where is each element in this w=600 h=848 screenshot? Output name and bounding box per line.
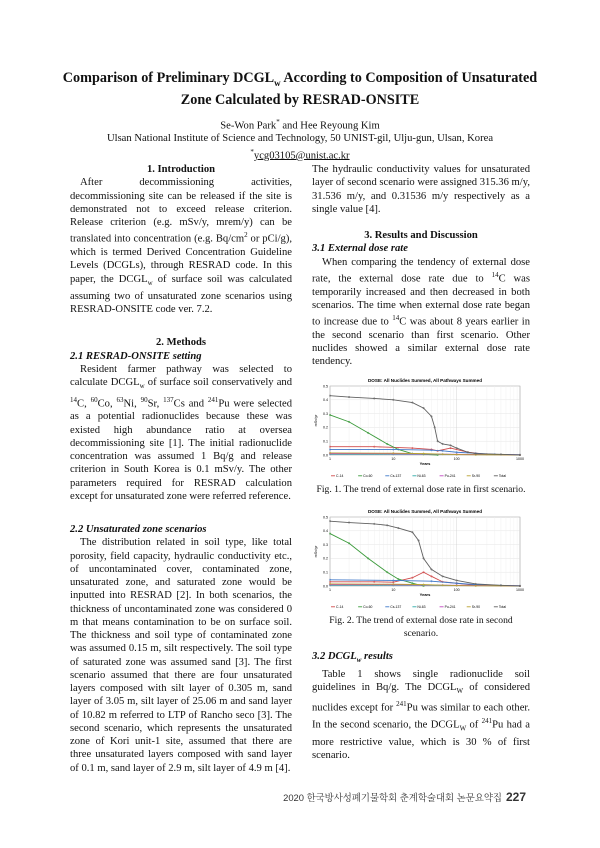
resrad-setting-paragraph: Resident farmer pathway was selected to calculate $DCGL_w$ of surface soil conservatively and $^{14}$C, $^{60}$Co, $^{63}$Ni, $^{90}$Sr, $^{137}$Cs and $^{241}$Pu were selected as a potential radionuclides because these was existed high abundance ratio at oversea decommissioning site [1]. The initial radionuclide concentration was assumed 1 Bq/g and release criterion in South Korea is 0.1 mSv/y. The other parameters required for RESRAD calculation except for unsaturated zone were referred reference.	[70, 363, 293, 502]
intro-paragraph: After decommissioning activities, decommissioning site can be released if the site is demonstrated not to exceed release criterion. Release criterion (e.g. mSv/y, mrem/y) can be translated into concentration (e.g. $Bq/cm^2$ or pCi/g), which is termed Derived Concentration Guideline Levels (DCGLs), through RESRAD code. In this paper, the $DCGL_w$ of surface soil was calculated assuming two of unsaturated zone scenarios using RESRAD-ONSITE code ver. 7.2.	[70, 177, 292, 316]
x-tick-label: 10	[391, 456, 396, 461]
legend-label: Total	[498, 604, 507, 609]
subsection-heading-external-dose: 3.1 External dose rate	[312, 243, 408, 255]
y-tick-label: 0.5	[323, 515, 328, 520]
legend-label: C-14	[336, 604, 344, 609]
hydraulic-paragraph: The hydraulic conductivity values for unsaturated layer of second scenario were assigned 315.36 m/y, 31.536 m/y, and 0.31536 m/y respectively as a single value [4].	[312, 164, 530, 215]
y-tick-label: 0.3	[323, 411, 328, 416]
y-axis-label: mSv/yr	[314, 545, 318, 558]
chart-title: DOSE: All Nuclides Summed, All Pathways Summed	[367, 508, 483, 514]
y-tick-label: 0.2	[323, 425, 328, 430]
legend-label: Co-60	[363, 604, 373, 609]
y-tick-label: 0.4	[323, 397, 328, 402]
x-tick-label: 1000	[516, 456, 524, 461]
plot-area	[330, 517, 520, 586]
y-axis-label: mSv/yr	[314, 414, 318, 426]
dcgl-results-paragraph: Table 1 shows single radionuclide soil guidelines in Bq/g. The $DCGL_W$ of considered nuclides except for $^{241}$Pu was similar to each other. In the second scenario, the $DCGL_W$ of $^{241}$Pu had a more restrictive value, which is 30 % of first scenario.	[312, 668, 531, 762]
legend-label: Pu-241	[444, 604, 456, 609]
x-tick-label: 1	[329, 587, 331, 592]
x-tick-label: 1	[329, 456, 331, 461]
figure-2-caption: Fig. 2. The trend of external dose rate in second scenario.	[329, 614, 513, 640]
legend-label: Ni-63	[417, 473, 426, 478]
page-footer	[283, 790, 526, 804]
x-axis-label: Years	[419, 460, 431, 466]
subsection-heading-unsaturated-zone: 2.2 Unsaturated zone scenarios	[70, 524, 207, 536]
unsaturated-zone-paragraph: The distribution related in soil type, like total porosity, field capacity, hydraulic conductivity etc., of uncontaminated cover, contaminated zone, unsaturated zone, and saturated zone would be inputted into RESRAD [2]. In both scenarios, the thickness of uncontaminated zone was considered 0 m that means contamination to be on surface soil. The thickness and soil type of contaminated zone was assumed 0.15 m, silt respectively. The soil type of saturated zone was assumed sand [3]. The first scenario assumed that there are four unsaturated layers composed with silt layer of 0.305 m, sand layer of 3.05 m, silt layer of 25.06 m and sand layer of 10.82 m referred to LTP of Rancho seco [3]. The second scenario, which represents the unsaturated zone of Kori unit-1 site, assumed that there are three unsaturated layers composed with sand layer of 0.1 m, sand layer of 2.9 m, silt layer of 4.9 m [4].	[70, 537, 292, 774]
dose-chart-scenario-2	[312, 506, 530, 614]
author-block	[40, 116, 560, 163]
left-column	[70, 163, 292, 775]
subsection-heading-resrad-setting: 2.1 RESRAD-ONSITE setting	[70, 350, 202, 362]
legend-label: Cs-137	[390, 604, 402, 609]
x-tick-label: 100	[453, 456, 460, 461]
paper-title: Comparison of Preliminary $DCGL_w$ According to Composition of Unsaturated Zone Calculated by RESRAD-ONSITE	[62, 70, 538, 108]
y-tick-label: 0.1	[323, 439, 328, 444]
figure-1	[312, 375, 530, 496]
authors: Se-Won Park* and Hee Reyoung Kim	[220, 118, 380, 132]
page-number: 227	[505, 790, 526, 804]
y-tick-label: 0.3	[323, 542, 328, 547]
x-tick-label: 1000	[516, 587, 524, 592]
chart-title: DOSE: All Nuclides Summed, All Pathways Summed	[367, 377, 483, 383]
external-dose-paragraph: When comparing the tendency of external dose rate, the external dose rate due to $^{14}$C was temporarily increased and then decreased in both scenarios. The time when external dose rate began to increase due to $^{14}$C was about 8 years earlier in the second scenario than first scenario. Other nuclides showed a similar external dose rate tendency.	[312, 256, 530, 368]
figure-2	[312, 506, 530, 641]
y-tick-label: 0.0	[323, 452, 328, 457]
email: *ycg03105@unist.ac.kr	[250, 147, 350, 162]
affiliation: Ulsan National Institute of Science and Technology, 50 UNIST-gil, Ulju-gun, Ulsan, Korea	[106, 133, 494, 145]
legend-label: Co-60	[363, 473, 373, 478]
section-heading-methods: 2. Methods	[155, 337, 207, 349]
x-tick-label: 100	[453, 587, 460, 592]
legend-label: C-14	[336, 473, 344, 478]
right-column	[312, 163, 530, 762]
footer-proceedings-name: 2020 한국방사성폐기물학회 춘계학술대회 논문요약집	[283, 792, 502, 803]
x-tick-label: 10	[391, 587, 396, 592]
figure-1-caption: Fig. 1. The trend of external dose rate in first scenario.	[316, 483, 526, 495]
plot-area	[330, 386, 520, 455]
subsection-heading-dcgl-results: 3.2 $DCGL_w$ results	[312, 651, 393, 665]
legend-label: Total	[498, 473, 507, 478]
legend-label: Cs-137	[390, 473, 402, 478]
y-tick-label: 0.5	[323, 383, 328, 388]
y-tick-label: 0.1	[323, 570, 328, 575]
legend-label: Pu-241	[444, 473, 456, 478]
dose-chart-scenario-1	[312, 375, 530, 483]
legend-label: Sr-90	[471, 473, 481, 478]
section-heading-results: 3. Results and Discussion	[364, 230, 478, 241]
legend-label: Sr-90	[471, 604, 481, 609]
legend-label: Ni-63	[417, 604, 426, 609]
y-tick-label: 0.0	[323, 584, 328, 589]
y-tick-label: 0.2	[323, 556, 328, 561]
x-axis-label: Years	[419, 591, 431, 597]
section-heading-introduction: 1. Introduction	[146, 164, 216, 175]
y-tick-label: 0.4	[323, 528, 328, 533]
